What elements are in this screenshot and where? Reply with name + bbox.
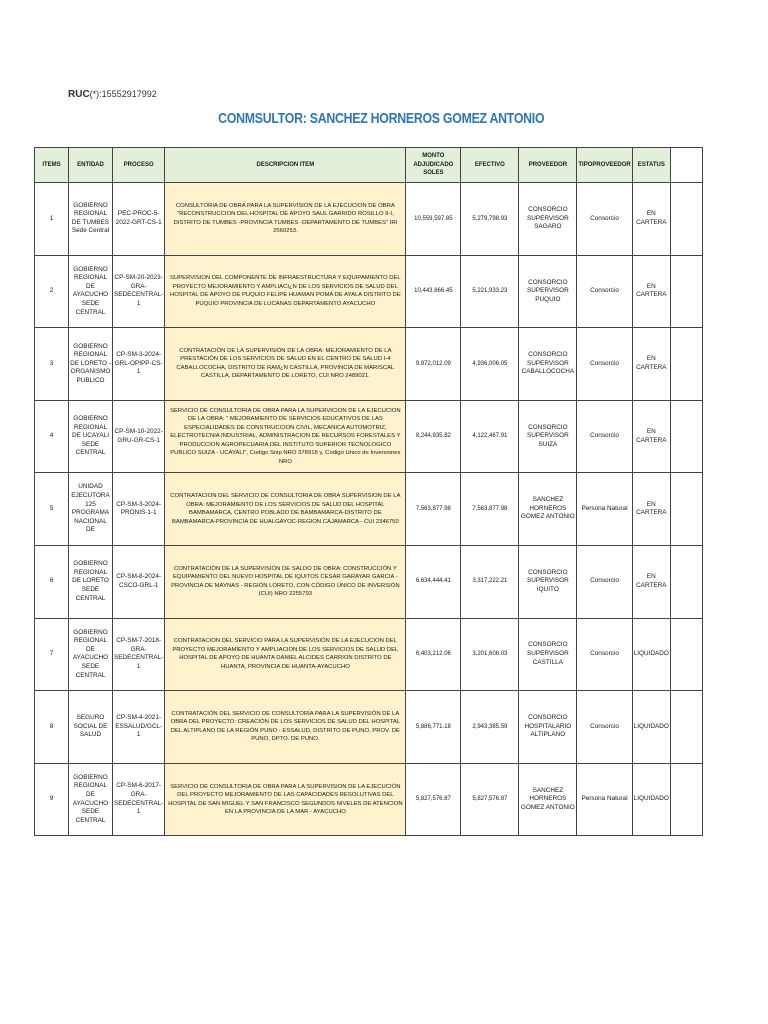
cell-descripcion-text: SUPERVISION DEL COMPONENTE DE INFRAESTRUCTURA Y EQUIPAMIENTO DEL PROYECTO MEJORAMIENTO Y AMPLIACI¿N DE LOS SERVICIOS DE SALUD DEL HOSPITAL DE APOYO DE PUQUIO FELIPE HUAMAN POMA DE AYALA DISTRITO DE PUQUIO PROVINCIA DE LUCANAS DEPARTAMENTO AYACUCHO bbox=[169, 275, 401, 307]
ruc-line bbox=[68, 89, 157, 100]
cell-tipo-proveedor-text: Consorcio bbox=[590, 577, 619, 585]
cell-item bbox=[35, 473, 69, 546]
contracts-table bbox=[34, 147, 703, 836]
cell-proceso-text: PEC-PROC-5-2022-GRT-CS-1 bbox=[115, 210, 162, 226]
header-entidad: ENTIDAD bbox=[69, 148, 113, 183]
cell-tipo-proveedor bbox=[577, 618, 632, 691]
cell-entidad-text: GOBIERNO REGIONAL DE LORETO SEDE CENTRAL bbox=[72, 560, 109, 602]
cell-empty bbox=[670, 618, 702, 691]
cell-entidad bbox=[69, 183, 113, 256]
cell-proveedor-text: CONSORCIO HOSPITALARIO ALTIPLANO bbox=[524, 714, 572, 739]
cell-entidad-text: GOBIERNO REGIONAL DE LORETO - ORGANISMO PUBLICO bbox=[70, 342, 111, 384]
cell-item-text: 8 bbox=[49, 722, 54, 730]
cell-efectivo-text: 5,827,576.87 bbox=[472, 796, 508, 803]
cell-entidad-text: GOBIERNO REGIONAL DE UCAYALI SEDE CENTRAL bbox=[71, 415, 110, 457]
cell-descripcion-text: CONTRATACIÓN DE LA SUPERVISIÓN DE SALDO DE OBRA: CONSTRUCCIÓN Y EQUIPAMIENTO DEL NUEVO HOSPITAL DE IQUITOS CESAR GARAYAR GARCIA -PROVINCIA DE MAYNAS - REGIÓN LORETO, CON CÓDIGO ÚNICO DE INVERSIÓN (CUI) NRO 2255793 bbox=[171, 565, 400, 598]
page-title: CONMSULTOR: SANCHEZ HORNEROS GOMEZ ANTONIO bbox=[218, 110, 545, 127]
cell-monto-text: 10,443,866.45 bbox=[414, 288, 453, 295]
cell-item bbox=[35, 400, 69, 473]
header-efectivo: EFECTIVO bbox=[461, 148, 519, 183]
cell-estatus-text: EN CARTERA bbox=[636, 282, 667, 299]
cell-monto-text: 6,403,212.06 bbox=[415, 651, 451, 658]
cell-efectivo-text: 3,201,606.03 bbox=[472, 651, 508, 658]
cell-empty bbox=[670, 255, 702, 328]
cell-item bbox=[35, 763, 69, 836]
cell-proceso bbox=[113, 545, 165, 618]
cell-tipo-proveedor bbox=[577, 691, 632, 764]
cell-proveedor-text: SANCHEZ HORNEROS GOMEZ ANTONIO bbox=[520, 496, 575, 521]
cell-proveedor bbox=[519, 183, 577, 256]
cell-proveedor bbox=[519, 618, 577, 691]
cell-descripcion bbox=[165, 545, 406, 618]
cell-proveedor-text: CONSORCIO SUPERVISOR SUIZA bbox=[526, 423, 569, 448]
cell-monto-text: 6,634,444.41 bbox=[415, 578, 451, 585]
header-items: ITEMS bbox=[35, 148, 69, 183]
cell-tipo-proveedor bbox=[577, 545, 632, 618]
cell-descripcion bbox=[165, 328, 406, 401]
cell-item-text: 7 bbox=[49, 650, 54, 658]
cell-item bbox=[35, 255, 69, 328]
cell-efectivo bbox=[461, 691, 519, 764]
cell-proceso-text: CP-SM-3-2024-PRONIS-1-1 bbox=[116, 500, 162, 517]
cell-proceso-text: CP-SM-7-2018-GRA-SEDECENTRAL-1 bbox=[114, 637, 164, 670]
cell-entidad bbox=[69, 763, 113, 836]
cell-proveedor bbox=[519, 473, 577, 546]
cell-item bbox=[35, 328, 69, 401]
cell-entidad bbox=[69, 691, 113, 764]
header-proveedor: PROVEEDOR bbox=[519, 148, 577, 183]
cell-proveedor bbox=[519, 545, 577, 618]
cell-proceso bbox=[113, 763, 165, 836]
cell-descripcion bbox=[165, 763, 406, 836]
cell-proceso bbox=[113, 473, 165, 546]
cell-tipo-proveedor-text: Persona Natural bbox=[581, 795, 628, 803]
cell-estatus bbox=[632, 545, 670, 618]
cell-item bbox=[35, 545, 69, 618]
cell-item-text: 6 bbox=[49, 577, 54, 585]
cell-item-text: 2 bbox=[49, 287, 54, 295]
cell-monto bbox=[406, 545, 461, 618]
cell-efectivo-text: 4,936,006.05 bbox=[472, 360, 508, 367]
cell-efectivo bbox=[461, 618, 519, 691]
cell-tipo-proveedor bbox=[577, 183, 632, 256]
cell-monto bbox=[406, 400, 461, 473]
cell-estatus bbox=[632, 473, 670, 546]
cell-descripcion-text: SERVICIO DE CONSULTORIA DE OBRA PARA LA SUPERVISION DE LA EJECUCIÓN DEL PROYECTO MEJORAMIENTO DE LAS CAPACIDADES RESOLUTIVAS DEL HOSPITAL DE SAN MIGUEL Y SAN FRANCISCO SEGUNDOS NIVELES DE ATENCION EN LA PROVINCIA DE LA MAR - AYACUCHO bbox=[168, 783, 403, 816]
cell-proceso-text: CP-SM-8-2024-CSCO-GRL-1 bbox=[116, 573, 162, 589]
cell-proveedor bbox=[519, 691, 577, 764]
cell-empty bbox=[670, 691, 702, 764]
table-row bbox=[35, 618, 703, 691]
cell-empty bbox=[670, 328, 702, 401]
cell-proveedor-text: CONSORCIO SUPERVISOR SAGARO bbox=[526, 205, 569, 231]
cell-entidad-text: SEGURO SOCIAL DE SALUD bbox=[73, 714, 108, 739]
cell-descripcion-text: CONTRATACIÓN DE LA SUPERVISIÓN DE LA OBRA: MEJORAMIENTO DE LA PRESTACIÓN DE LOS SERVICIOS DE SALUD EN EL CENTRO DE SALUD I-4 CABALLOCOCHA, DISTRITO DE RAM¿N CASTILLA, PROVINCIA DE MARISCAL CASTILLA, DEPARTAMENTO DE LORETO, CUI NRO 2489021. bbox=[176, 347, 395, 380]
cell-descripcion bbox=[165, 618, 406, 691]
cell-monto bbox=[406, 618, 461, 691]
cell-proceso bbox=[113, 618, 165, 691]
cell-proceso-text: CP-SM-3-2024-GRL-OPIPP-CS-1 bbox=[114, 351, 163, 376]
cell-tipo-proveedor-text: Persona Natural bbox=[581, 504, 628, 512]
cell-monto bbox=[406, 763, 461, 836]
cell-efectivo bbox=[461, 473, 519, 546]
cell-descripcion-text: CONSULTORIA DE OBRA PARA LA SUPERVISION DE LA EJECUCION DE OBRA "RECONSTRUCCION DEL HOSPITAL DE APOYO SAUL GARRIDO ROSILLO II-I, DISTRITO DE TUMBES -PROVINCIA TUMBES -DEPARTAMENTO DE TUMBES" IRI 2560253. bbox=[173, 202, 398, 235]
cell-item-text: 5 bbox=[49, 504, 54, 512]
table-row bbox=[35, 763, 703, 836]
cell-proveedor-text: CONSORCIO SUPERVISOR IQUITO bbox=[526, 568, 569, 594]
cell-proceso-text: CP-SM-4-2021-ESSALUD/GCL-1 bbox=[115, 714, 163, 739]
cell-proceso-text: CP-SM-10-2022-GRU-GR-CS-1 bbox=[114, 427, 163, 444]
cell-efectivo-text: 4,122,467.91 bbox=[472, 433, 508, 440]
cell-proveedor bbox=[519, 255, 577, 328]
cell-proceso bbox=[113, 691, 165, 764]
cell-descripcion bbox=[165, 691, 406, 764]
cell-monto-text: 8,244,935.82 bbox=[415, 433, 451, 440]
header-monto: MONTO ADJUDICADO SOLES bbox=[406, 148, 461, 183]
cell-entidad bbox=[69, 328, 113, 401]
cell-tipo-proveedor bbox=[577, 763, 632, 836]
table-row bbox=[35, 328, 703, 401]
ruc-label: RUC bbox=[68, 89, 90, 100]
cell-proveedor-text: CONSORCIO SUPERVISOR CABALLOCOCHA bbox=[521, 351, 575, 376]
cell-proceso-text: CP-SM-20-2023-GRA-SEDECENTRAL-1 bbox=[114, 274, 164, 307]
cell-tipo-proveedor-text: Consorcio bbox=[590, 650, 619, 658]
cell-efectivo-text: 5,221,933.23 bbox=[472, 288, 508, 295]
cell-tipo-proveedor-text: Consorcio bbox=[590, 722, 619, 730]
cell-estatus-text: EN CARTERA bbox=[636, 427, 667, 444]
cell-monto bbox=[406, 691, 461, 764]
table-row bbox=[35, 255, 703, 328]
cell-entidad bbox=[69, 473, 113, 546]
cell-proceso bbox=[113, 255, 165, 328]
cell-efectivo bbox=[461, 328, 519, 401]
cell-efectivo bbox=[461, 183, 519, 256]
cell-estatus bbox=[632, 618, 670, 691]
cell-proceso bbox=[113, 400, 165, 473]
cell-efectivo-text: 5,279,798.93 bbox=[472, 215, 508, 222]
cell-proveedor-text: CONSORCIO SUPERVISOR PUQUIO bbox=[526, 278, 569, 303]
cell-item-text: 1 bbox=[49, 214, 54, 222]
cell-empty bbox=[670, 473, 702, 546]
cell-estatus bbox=[632, 255, 670, 328]
cell-estatus-text: EN CARTERA bbox=[636, 500, 667, 517]
cell-tipo-proveedor-text: Consorcio bbox=[590, 432, 619, 440]
table-row bbox=[35, 183, 703, 256]
cell-item-text: 3 bbox=[49, 359, 54, 367]
cell-proveedor bbox=[519, 763, 577, 836]
cell-estatus bbox=[632, 328, 670, 401]
cell-entidad-text: GOBIERNO REGIONAL DE AYACUCHO SEDE CENTRAL bbox=[72, 265, 109, 316]
cell-estatus-text: EN CARTERA bbox=[636, 355, 667, 371]
cell-efectivo bbox=[461, 400, 519, 473]
cell-entidad bbox=[69, 255, 113, 328]
cell-proveedor-text: CONSORCIO SUPERVISOR CASTILLA bbox=[526, 641, 569, 666]
cell-proceso bbox=[113, 183, 165, 256]
cell-monto bbox=[406, 183, 461, 256]
header-estatus: ESTATUS bbox=[632, 148, 670, 183]
cell-tipo-proveedor bbox=[577, 328, 632, 401]
cell-proceso bbox=[113, 328, 165, 401]
table-row bbox=[35, 400, 703, 473]
cell-estatus bbox=[632, 400, 670, 473]
cell-monto-text: 7,563,877.98 bbox=[415, 505, 451, 512]
table-row bbox=[35, 691, 703, 764]
cell-item bbox=[35, 691, 69, 764]
cell-entidad bbox=[69, 545, 113, 618]
cell-tipo-proveedor bbox=[577, 473, 632, 546]
cell-empty bbox=[670, 545, 702, 618]
cell-monto bbox=[406, 473, 461, 546]
cell-proceso-text: CP-SM-6-2017-GRA-SEDECENTRAL-1 bbox=[114, 782, 164, 816]
cell-monto-text: 5,886,771.18 bbox=[415, 723, 451, 730]
cell-efectivo bbox=[461, 255, 519, 328]
cell-proveedor bbox=[519, 328, 577, 401]
cell-entidad bbox=[69, 618, 113, 691]
cell-descripcion bbox=[165, 400, 406, 473]
cell-tipo-proveedor-text: Consorcio bbox=[590, 287, 619, 295]
header-proceso: PROCESO bbox=[113, 148, 165, 183]
cell-item bbox=[35, 618, 69, 691]
cell-descripcion bbox=[165, 183, 406, 256]
cell-monto-text: 9,872,012.09 bbox=[415, 360, 451, 367]
cell-estatus bbox=[632, 183, 670, 256]
cell-estatus bbox=[632, 763, 670, 836]
cell-efectivo bbox=[461, 545, 519, 618]
cell-monto-text: 5,827,576.87 bbox=[415, 796, 451, 803]
cell-estatus-text: LIQUIDADO bbox=[633, 650, 669, 658]
cell-entidad-text: GOBIERNO REGIONAL DE AYACUCHO SEDE CENTRAL bbox=[72, 628, 109, 679]
cell-monto-text: 10,559,597.85 bbox=[414, 215, 453, 222]
cell-descripcion-text: CONTRATACION DEL SERVICIO PARA LA SUPERVISIÓN DE LA EJECUCION DEL PROYECTO MEJORAMIENTO Y AMPLIACION DE LOS SERVICIOS DE SALUD DEL HOSPITAL DE APOYO DE HUANTA DANIEL ALCIDES CARRION DISTRITO DE HUANTA, PROVINCIA DE HUANTA-AYACUCHO bbox=[172, 638, 399, 670]
cell-empty bbox=[670, 763, 702, 836]
cell-item-text: 9 bbox=[49, 795, 54, 803]
table-row bbox=[35, 473, 703, 546]
header-empty bbox=[670, 148, 702, 183]
cell-tipo-proveedor bbox=[577, 400, 632, 473]
cell-efectivo-text: 7,563,877.98 bbox=[472, 505, 508, 512]
header-tipo-proveedor bbox=[577, 148, 632, 183]
cell-empty bbox=[670, 400, 702, 473]
header-descripcion: DESCRIPCION ITEM bbox=[165, 148, 406, 183]
cell-entidad-text: GOBIERNO REGIONAL DE AYACUCHO SEDE CENTRAL bbox=[72, 773, 109, 824]
cell-estatus-text: LIQUIDADO bbox=[633, 722, 669, 730]
cell-item-text: 4 bbox=[49, 432, 54, 440]
header-row bbox=[35, 148, 703, 183]
cell-descripcion-text: SERVICIO DE CONSULTORIA DE OBRA PARA LA SUPERVICION DE LA EJECUCION DE LA OBRA: " MEJORAMIENTO DE SERVICIOS EDUCATIVOS DE LAS ESPECIALIDADES DE CONSTRUCCION CIVIL, MECANICA AUTOMOTRIZ, ELECTROTECNIA INDUSTRIAL, ADMINISTRACION DE RECURSOS FORESTALES Y PRODUCCION AGROPECUARIA DEL INSTITUTO SUPERIOR TECNOLOGICO PUBLICO SUIZA - UCAYALI", Codigo Snip NRO 378918 y, Codigo Unico de Inversiones NRO bbox=[170, 407, 401, 465]
cell-entidad-text: GOBIERNO REGIONAL DE TUMBES Sede Central bbox=[71, 201, 110, 235]
ruc-value: (*):15552917992 bbox=[89, 89, 157, 99]
cell-proveedor bbox=[519, 400, 577, 473]
cell-descripcion-text: CONTRATACIÓN DEL SERVICIO DE CONSULTORÍA PARA LA SUPERVISIÓN DE LA OBRA DEL PROYECTO: CREACIÓN DE LOS SERVICIOS DE SALUD DEL HOSPITAL DEL ALTIPLANO DE LA REGIÓN PUNO - ESSALUD, DISTRITO DE PUNO, PROV. DE PUNO, DPTO. DE PUNO. bbox=[170, 710, 401, 743]
cell-monto bbox=[406, 255, 461, 328]
cell-entidad bbox=[69, 400, 113, 473]
cell-estatus-text: EN CARTERA bbox=[636, 573, 667, 589]
cell-efectivo bbox=[461, 763, 519, 836]
cell-descripcion-text: CONTRATACION DEL SERVICIO DE CONSULTORIA DE OBRA SUPERVISION DE LA OBRA: MEJORAMIENTO DE LOS SERVICIOS DE SALUD DEL HOSPITAL BAMBAMARCA, CENTRO POBLADO DE BAMBAMARCA-DISTRITO DE BAMBAMARCA-PROVINCIA DE HUALGAYOC-REGION CAJAMARCA - CUI 2346750 bbox=[170, 493, 401, 525]
cell-item bbox=[35, 183, 69, 256]
table-row bbox=[35, 545, 703, 618]
cell-descripcion bbox=[165, 473, 406, 546]
cell-estatus-text: LIQUIDADO bbox=[633, 795, 669, 803]
cell-efectivo-text: 3,317,222.21 bbox=[472, 578, 508, 585]
cell-estatus-text: EN CARTERA bbox=[636, 210, 667, 226]
cell-descripcion bbox=[165, 255, 406, 328]
cell-efectivo-text: 2,943,385.59 bbox=[472, 723, 508, 730]
cell-empty bbox=[670, 183, 702, 256]
cell-proveedor-text: SANCHEZ HORNEROS GOMEZ ANTONIO bbox=[520, 786, 575, 811]
cell-estatus bbox=[632, 691, 670, 764]
cell-tipo-proveedor-text: Consorcio bbox=[590, 214, 619, 222]
cell-entidad-text: UNIDAD EJECUTORA 125 PROGRAMA NACIONAL DE bbox=[71, 483, 110, 534]
cell-monto bbox=[406, 328, 461, 401]
header-tipo-proveedor-text: TIPOPROVEEDOR bbox=[578, 161, 631, 168]
cell-tipo-proveedor bbox=[577, 255, 632, 328]
cell-tipo-proveedor-text: Consorcio bbox=[590, 359, 619, 367]
